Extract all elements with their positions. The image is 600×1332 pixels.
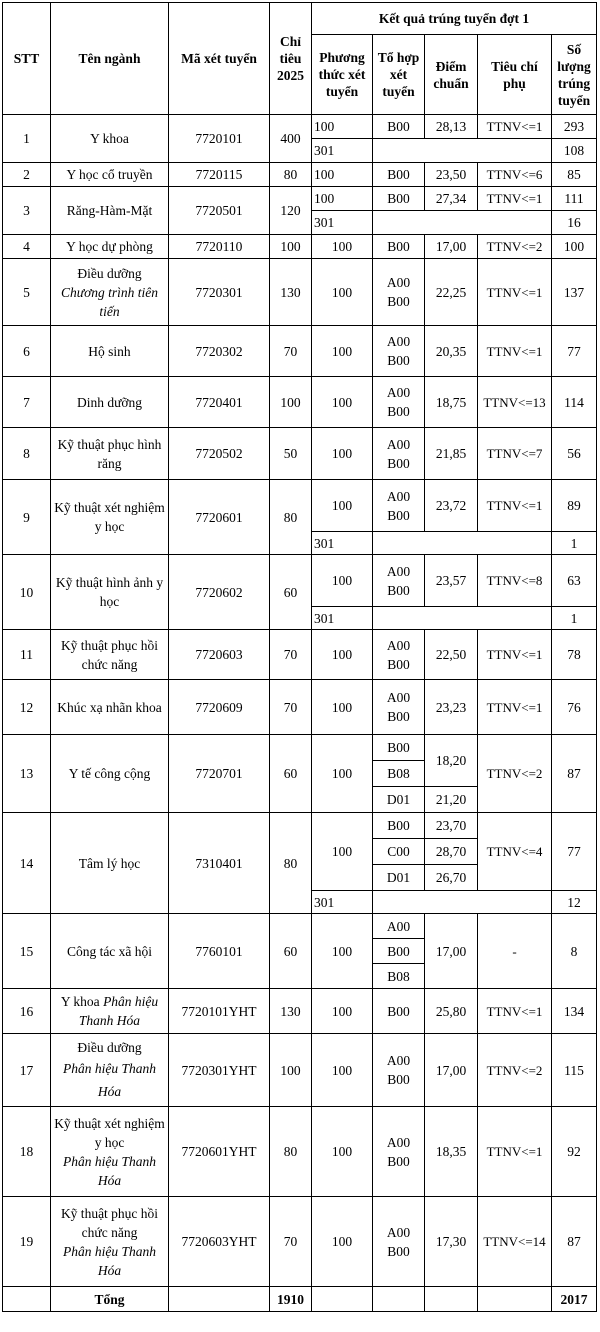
header-criteria: Tiêu chí phụ xyxy=(478,35,552,115)
major-cell xyxy=(51,1107,169,1197)
combo-cell xyxy=(373,630,425,680)
combo-a: A00 xyxy=(386,637,411,653)
code-cell: 7310401 xyxy=(169,813,270,914)
admitted-cell: 12 xyxy=(552,891,597,914)
quota-cell: 70 xyxy=(270,326,312,377)
combo-cell: B00 xyxy=(373,187,425,211)
criteria-cell: TTNV<=1 xyxy=(478,259,552,326)
admitted-cell: 1 xyxy=(552,532,597,555)
major-cell: Y học cổ truyền xyxy=(51,163,169,187)
method-cell: 100 xyxy=(312,235,373,259)
code-cell: 7720602 xyxy=(169,555,270,630)
combo-b: B00 xyxy=(387,582,410,598)
table-row xyxy=(3,377,597,428)
criteria-cell: TTNV<=1 xyxy=(478,187,552,211)
table-row xyxy=(3,735,597,761)
method-cell: 100 xyxy=(312,115,373,139)
admitted-cell: 1 xyxy=(552,607,597,630)
table-row xyxy=(3,115,597,139)
code-cell: 7720115 xyxy=(169,163,270,187)
table-row xyxy=(3,163,597,187)
score-cell: 26,70 xyxy=(425,865,478,891)
combo-a: A00 xyxy=(386,385,411,400)
stt-cell: 14 xyxy=(3,813,51,914)
admitted-cell: 63 xyxy=(552,555,597,607)
criteria-cell: TTNV<=1 xyxy=(478,680,552,735)
admitted-cell: 89 xyxy=(552,480,597,532)
method-cell: 100 xyxy=(312,1197,373,1287)
quota-cell: 120 xyxy=(270,187,312,235)
criteria-cell: TTNV<=8 xyxy=(478,555,552,607)
code-cell: 7720502 xyxy=(169,428,270,480)
combo-cell xyxy=(373,428,425,480)
stt-cell: 16 xyxy=(3,989,51,1034)
header-method: Phương thức xét tuyển xyxy=(312,35,373,115)
combo-cell xyxy=(373,480,425,532)
score-cell: 23,70 xyxy=(425,813,478,839)
quota-cell: 100 xyxy=(270,377,312,428)
combo-b: B00 xyxy=(387,507,410,523)
major-cell: Y khoa xyxy=(51,115,169,163)
method-cell: 100 xyxy=(312,480,373,532)
admitted-cell: 108 xyxy=(552,139,597,163)
combo-cell xyxy=(373,1107,425,1197)
combo-a: A00 xyxy=(386,334,411,349)
combo-cell xyxy=(373,1034,425,1107)
score-cell: 28,13 xyxy=(425,115,478,139)
combo-cell xyxy=(373,1197,425,1287)
score-cell: 18,35 xyxy=(425,1107,478,1197)
major-cell: Dinh dưỡng xyxy=(51,377,169,428)
criteria-cell: TTNV<=1 xyxy=(478,1107,552,1197)
code-cell: 7720401 xyxy=(169,377,270,428)
admitted-cell: 115 xyxy=(552,1034,597,1107)
stt-cell: 11 xyxy=(3,630,51,680)
quota-cell: 60 xyxy=(270,555,312,630)
score-cell: 20,35 xyxy=(425,326,478,377)
stt-cell: 8 xyxy=(3,428,51,480)
combo-cell: B00 xyxy=(373,939,425,964)
code-cell: 7720301YHT xyxy=(169,1034,270,1107)
major-name: Kỹ thuật xét nghiệm y học xyxy=(54,1115,165,1150)
admitted-cell: 76 xyxy=(552,680,597,735)
empty-cell xyxy=(373,1287,425,1312)
header-score: Điểm chuẩn xyxy=(425,35,478,115)
major-cell xyxy=(51,1034,169,1107)
empty-cell xyxy=(373,211,552,235)
method-cell: 100 xyxy=(312,259,373,326)
method-cell: 100 xyxy=(312,187,373,211)
method-cell: 100 xyxy=(312,1107,373,1197)
empty-cell xyxy=(3,1287,51,1312)
header-major: Tên ngành xyxy=(51,3,169,115)
quota-cell: 400 xyxy=(270,115,312,163)
admitted-cell: 87 xyxy=(552,1197,597,1287)
code-cell: 7720302 xyxy=(169,326,270,377)
score-cell: 25,80 xyxy=(425,989,478,1034)
admitted-cell: 293 xyxy=(552,115,597,139)
stt-cell: 2 xyxy=(3,163,51,187)
combo-cell: D01 xyxy=(373,787,425,813)
score-cell: 21,20 xyxy=(425,787,478,813)
quota-cell: 80 xyxy=(270,813,312,914)
major-cell: Răng-Hàm-Mặt xyxy=(51,187,169,235)
combo-cell: D01 xyxy=(373,865,425,891)
score-cell: 28,70 xyxy=(425,839,478,865)
combo-cell xyxy=(373,326,425,377)
code-cell: 7720601 xyxy=(169,480,270,555)
criteria-cell: - xyxy=(478,914,552,989)
major-cell: Kỹ thuật phục hình răng xyxy=(51,428,169,480)
score-cell: 27,34 xyxy=(425,187,478,211)
major-subtitle: Phân hiệu Thanh Hóa xyxy=(63,1243,156,1278)
score-cell: 23,72 xyxy=(425,480,478,532)
admitted-cell: 134 xyxy=(552,989,597,1034)
stt-cell: 13 xyxy=(3,735,51,813)
stt-cell: 19 xyxy=(3,1197,51,1287)
admitted-cell: 85 xyxy=(552,163,597,187)
major-name: Điều dưỡng xyxy=(77,265,142,281)
admitted-cell: 87 xyxy=(552,735,597,813)
method-cell: 100 xyxy=(312,326,373,377)
admitted-cell: 56 xyxy=(552,428,597,480)
stt-cell: 4 xyxy=(3,235,51,259)
score-cell: 21,85 xyxy=(425,428,478,480)
major-cell: Tâm lý học xyxy=(51,813,169,914)
code-cell: 7760101 xyxy=(169,914,270,989)
code-cell: 7720603YHT xyxy=(169,1197,270,1287)
combo-b: B00 xyxy=(387,294,410,309)
combo-a: A00 xyxy=(386,1134,411,1150)
admitted-cell: 114 xyxy=(552,377,597,428)
admitted-cell: 8 xyxy=(552,914,597,989)
combo-b: B00 xyxy=(387,1243,410,1259)
method-cell: 100 xyxy=(312,428,373,480)
combo-b: B00 xyxy=(387,353,410,368)
major-cell: Y học dự phòng xyxy=(51,235,169,259)
table-row xyxy=(3,326,597,377)
combo-cell: B00 xyxy=(373,989,425,1034)
empty-cell xyxy=(373,139,552,163)
stt-cell: 5 xyxy=(3,259,51,326)
score-cell: 22,50 xyxy=(425,630,478,680)
combo-cell xyxy=(373,680,425,735)
combo-cell: B00 xyxy=(373,115,425,139)
table-row xyxy=(3,259,597,326)
major-name: Y khoa xyxy=(60,994,100,1009)
major-cell xyxy=(51,989,169,1034)
criteria-cell: TTNV<=1 xyxy=(478,989,552,1034)
quota-cell: 70 xyxy=(270,630,312,680)
score-cell: 22,25 xyxy=(425,259,478,326)
score-cell: 18,75 xyxy=(425,377,478,428)
total-admitted: 2017 xyxy=(552,1287,597,1312)
admitted-cell: 77 xyxy=(552,326,597,377)
combo-cell: B08 xyxy=(373,964,425,989)
major-cell: Hộ sinh xyxy=(51,326,169,377)
major-subtitle: Phân hiệu Thanh Hóa xyxy=(63,1060,156,1099)
combo-a: A00 xyxy=(386,488,411,504)
quota-cell: 80 xyxy=(270,1107,312,1197)
quota-cell: 100 xyxy=(270,235,312,259)
table-row xyxy=(3,1034,597,1107)
combo-cell: C00 xyxy=(373,839,425,865)
table-row xyxy=(3,989,597,1034)
table-row xyxy=(3,680,597,735)
method-cell: 100 xyxy=(312,377,373,428)
score-cell: 18,20 xyxy=(425,735,478,787)
admitted-cell: 111 xyxy=(552,187,597,211)
table-row xyxy=(3,555,597,607)
combo-a: A00 xyxy=(386,690,411,705)
combo-cell: B00 xyxy=(373,235,425,259)
major-cell: Kỹ thuật hình ảnh y học xyxy=(51,555,169,630)
method-cell: 301 xyxy=(312,891,373,914)
admitted-cell: 100 xyxy=(552,235,597,259)
combo-b: B00 xyxy=(387,1153,410,1169)
method-cell: 100 xyxy=(312,163,373,187)
method-cell: 100 xyxy=(312,1034,373,1107)
stt-cell: 17 xyxy=(3,1034,51,1107)
combo-a: A00 xyxy=(386,563,411,579)
table-row xyxy=(3,630,597,680)
major-name: Kỹ thuật phục hồi chức năng xyxy=(60,1205,159,1240)
method-cell: 301 xyxy=(312,532,373,555)
criteria-cell: TTNV<=2 xyxy=(478,735,552,813)
quota-cell: 50 xyxy=(270,428,312,480)
criteria-cell: TTNV<=1 xyxy=(478,480,552,532)
code-cell: 7720101YHT xyxy=(169,989,270,1034)
major-name: Điều dưỡng xyxy=(77,1039,142,1055)
quota-cell: 80 xyxy=(270,163,312,187)
score-cell: 23,23 xyxy=(425,680,478,735)
code-cell: 7720301 xyxy=(169,259,270,326)
criteria-cell: TTNV<=13 xyxy=(478,377,552,428)
method-cell: 100 xyxy=(312,989,373,1034)
criteria-cell: TTNV<=4 xyxy=(478,813,552,891)
table-row xyxy=(3,1107,597,1197)
combo-cell: B00 xyxy=(373,813,425,839)
combo-b: B00 xyxy=(387,656,410,672)
major-cell: Công tác xã hội xyxy=(51,914,169,989)
stt-cell: 3 xyxy=(3,187,51,235)
code-cell: 7720110 xyxy=(169,235,270,259)
empty-cell xyxy=(373,891,552,914)
quota-cell: 80 xyxy=(270,480,312,555)
method-cell: 100 xyxy=(312,555,373,607)
admission-results-table xyxy=(2,2,597,1312)
admitted-cell: 92 xyxy=(552,1107,597,1197)
stt-cell: 12 xyxy=(3,680,51,735)
total-quota: 1910 xyxy=(270,1287,312,1312)
method-cell: 100 xyxy=(312,680,373,735)
combo-b: B00 xyxy=(387,709,410,724)
major-cell xyxy=(51,259,169,326)
combo-cell xyxy=(373,377,425,428)
admitted-cell: 137 xyxy=(552,259,597,326)
code-cell: 7720609 xyxy=(169,680,270,735)
score-cell: 23,50 xyxy=(425,163,478,187)
table-row xyxy=(3,813,597,839)
criteria-cell: TTNV<=14 xyxy=(478,1197,552,1287)
major-cell: Kỹ thuật xét nghiệm y học xyxy=(51,480,169,555)
method-cell: 100 xyxy=(312,813,373,891)
header-code: Mã xét tuyển xyxy=(169,3,270,115)
total-label: Tổng xyxy=(51,1287,169,1312)
combo-cell: A00 xyxy=(373,914,425,939)
admitted-cell: 16 xyxy=(552,211,597,235)
criteria-cell: TTNV<=2 xyxy=(478,235,552,259)
combo-a: A00 xyxy=(386,436,411,452)
combo-a: A00 xyxy=(386,1053,411,1068)
header-combo: Tổ hợp xét tuyển xyxy=(373,35,425,115)
quota-cell: 70 xyxy=(270,1197,312,1287)
quota-cell: 70 xyxy=(270,680,312,735)
empty-cell xyxy=(425,1287,478,1312)
empty-cell xyxy=(312,1287,373,1312)
method-cell: 100 xyxy=(312,914,373,989)
criteria-cell: TTNV<=1 xyxy=(478,630,552,680)
quota-cell: 100 xyxy=(270,1034,312,1107)
total-row xyxy=(3,1287,597,1312)
stt-cell: 18 xyxy=(3,1107,51,1197)
major-cell: Kỹ thuật phục hồi chức năng xyxy=(51,630,169,680)
quota-cell: 130 xyxy=(270,259,312,326)
stt-cell: 9 xyxy=(3,480,51,555)
major-subtitle: Chương trình tiên tiến xyxy=(60,284,159,319)
stt-cell: 15 xyxy=(3,914,51,989)
method-cell: 301 xyxy=(312,211,373,235)
major-subtitle: Phân hiệu Thanh Hóa xyxy=(78,994,159,1028)
admitted-cell: 77 xyxy=(552,813,597,891)
code-cell: 7720603 xyxy=(169,630,270,680)
criteria-cell: TTNV<=1 xyxy=(478,326,552,377)
header-results-group: Kết quả trúng tuyển đợt 1 xyxy=(312,3,597,35)
combo-a: A00 xyxy=(386,275,411,290)
code-cell: 7720101 xyxy=(169,115,270,163)
score-cell: 17,30 xyxy=(425,1197,478,1287)
criteria-cell: TTNV<=1 xyxy=(478,115,552,139)
table-row xyxy=(3,1197,597,1287)
major-cell xyxy=(51,1197,169,1287)
combo-cell xyxy=(373,555,425,607)
major-subtitle: Phân hiệu Thanh Hóa xyxy=(63,1153,156,1188)
major-cell: Y tế công cộng xyxy=(51,735,169,813)
table-row xyxy=(3,235,597,259)
table-row xyxy=(3,187,597,211)
combo-cell: B00 xyxy=(373,163,425,187)
combo-cell xyxy=(373,259,425,326)
table-row xyxy=(3,428,597,480)
header-quota: Chỉ tiêu 2025 xyxy=(270,3,312,115)
criteria-cell: TTNV<=7 xyxy=(478,428,552,480)
criteria-cell: TTNV<=6 xyxy=(478,163,552,187)
header-stt: STT xyxy=(3,3,51,115)
combo-b: B00 xyxy=(387,404,410,419)
stt-cell: 6 xyxy=(3,326,51,377)
method-cell: 100 xyxy=(312,735,373,813)
code-cell: 7720601YHT xyxy=(169,1107,270,1197)
empty-cell xyxy=(373,607,552,630)
method-cell: 100 xyxy=(312,630,373,680)
criteria-cell: TTNV<=2 xyxy=(478,1034,552,1107)
empty-cell xyxy=(373,532,552,555)
code-cell: 7720701 xyxy=(169,735,270,813)
combo-a: A00 xyxy=(386,1224,411,1240)
score-cell: 17,00 xyxy=(425,1034,478,1107)
score-cell: 17,00 xyxy=(425,235,478,259)
combo-b: B00 xyxy=(387,455,410,471)
combo-cell: B08 xyxy=(373,761,425,787)
score-cell: 23,57 xyxy=(425,555,478,607)
major-cell: Khúc xạ nhãn khoa xyxy=(51,680,169,735)
table-row xyxy=(3,914,597,939)
score-cell: 17,00 xyxy=(425,914,478,989)
code-cell: 7720501 xyxy=(169,187,270,235)
method-cell: 301 xyxy=(312,607,373,630)
quota-cell: 130 xyxy=(270,989,312,1034)
table-row xyxy=(3,480,597,532)
admitted-cell: 78 xyxy=(552,630,597,680)
header-admitted: Số lượng trúng tuyển xyxy=(552,35,597,115)
empty-cell xyxy=(169,1287,270,1312)
empty-cell xyxy=(478,1287,552,1312)
stt-cell: 10 xyxy=(3,555,51,630)
quota-cell: 60 xyxy=(270,735,312,813)
stt-cell: 1 xyxy=(3,115,51,163)
combo-b: B00 xyxy=(387,1072,410,1087)
method-cell: 301 xyxy=(312,139,373,163)
combo-cell: B00 xyxy=(373,735,425,761)
stt-cell: 7 xyxy=(3,377,51,428)
quota-cell: 60 xyxy=(270,914,312,989)
